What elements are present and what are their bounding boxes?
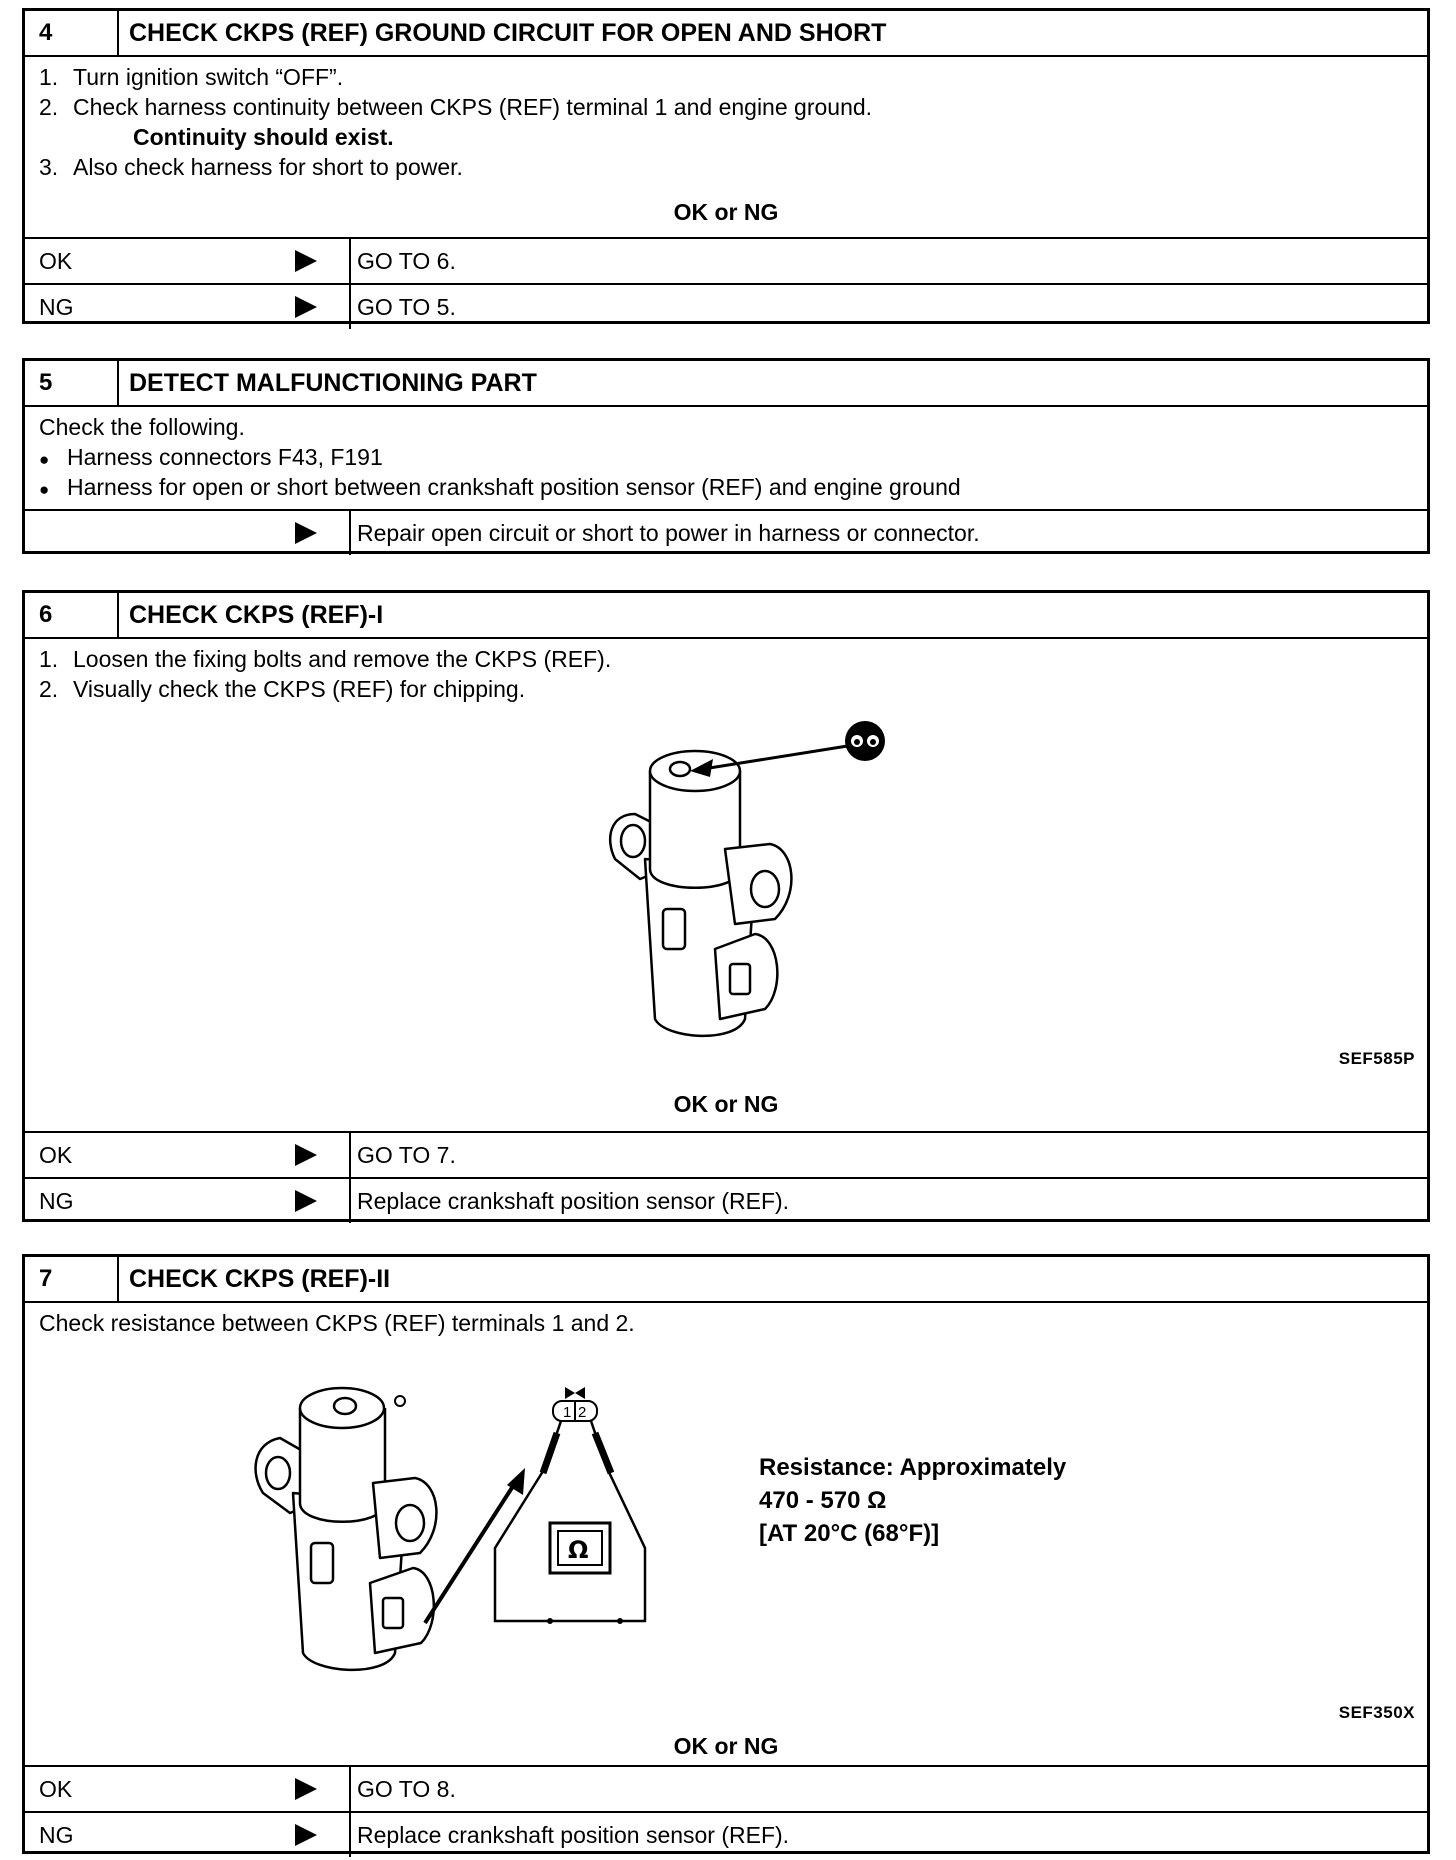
result-label: OK <box>39 1141 73 1168</box>
result-action: Repair open circuit or short to power in harness or connector. <box>357 519 980 546</box>
step-body <box>25 57 1427 239</box>
result-row-ok <box>25 1767 1427 1813</box>
bullet-line: ● Harness connectors F43, F191 <box>39 444 383 470</box>
connector-pin-2: 2 <box>578 1404 587 1421</box>
step-number: 6 <box>25 593 119 637</box>
step-title: CHECK CKPS (REF)-I <box>129 600 384 629</box>
figure-code: SEF585P <box>1338 1049 1415 1068</box>
resistance-check-illustration <box>245 1373 765 1703</box>
result-action: GO TO 5. <box>357 293 456 320</box>
ok-or-ng-label: OK or NG <box>673 1091 779 1117</box>
step-body <box>25 1303 1427 1767</box>
result-row-ok <box>25 1133 1427 1179</box>
result-label: OK <box>39 1775 73 1802</box>
ok-or-ng-label: OK or NG <box>673 1733 779 1759</box>
step-number: 5 <box>25 361 119 405</box>
step-title: CHECK CKPS (REF) GROUND CIRCUIT FOR OPEN AND SHORT <box>129 18 887 47</box>
result-row-ng <box>25 285 1427 329</box>
arrow-right-icon <box>295 1144 317 1166</box>
result-table <box>25 239 1427 329</box>
result-action: GO TO 6. <box>357 247 456 274</box>
result-action: GO TO 8. <box>357 1775 456 1802</box>
bullet-line: ● Harness for open or short between crankshaft position sensor (REF) and engine ground <box>39 474 961 500</box>
ok-or-ng-label: OK or NG <box>673 199 779 225</box>
instruction-line: Check resistance between CKPS (REF) terminals 1 and 2. <box>39 1310 635 1336</box>
result-action: Replace crankshaft position sensor (REF). <box>357 1821 790 1848</box>
result-table <box>25 1133 1427 1223</box>
result-label: NG <box>39 293 74 320</box>
instruction-line: 2. Check harness continuity between CKPS (REF) terminal 1 and engine ground. <box>39 94 873 120</box>
step-6-block <box>22 590 1430 1222</box>
step-header <box>25 11 1427 57</box>
step-body <box>25 407 1427 511</box>
step-4-block <box>22 8 1430 324</box>
ohmmeter-icon <box>547 1523 623 1624</box>
instruction-line: 1. Turn ignition switch “OFF”. <box>39 64 344 90</box>
result-action: GO TO 7. <box>357 1141 456 1168</box>
result-table <box>25 1767 1427 1857</box>
instruction-line: 3. Also check harness for short to power. <box>39 154 463 180</box>
resistance-spec: Resistance: Approximately 470 - 570 Ω [AT 20°C (68°F)] <box>759 1454 1067 1547</box>
step-header <box>25 593 1427 639</box>
step-header <box>25 1257 1427 1303</box>
requirement-text: Continuity should exist. <box>133 124 394 150</box>
result-label: NG <box>39 1821 74 1848</box>
arrow-right-icon <box>295 250 317 272</box>
arrow-right-icon <box>295 1190 317 1212</box>
instruction-line: Check the following. <box>39 414 245 440</box>
connector-pin-1: 1 <box>563 1404 572 1421</box>
result-row-ok <box>25 239 1427 285</box>
step-7-block <box>22 1254 1430 1854</box>
visual-inspection-icon <box>845 721 885 761</box>
figure-code: SEF350X <box>1338 1703 1415 1722</box>
sensor-chipping-illustration <box>595 719 895 1049</box>
connector-face-icon <box>553 1387 597 1421</box>
arrow-right-icon <box>295 296 317 318</box>
step-number: 7 <box>25 1257 119 1301</box>
result-row <box>25 511 1427 555</box>
result-row-ng <box>25 1179 1427 1223</box>
arrow-right-icon <box>295 1778 317 1800</box>
ohm-symbol: Ω <box>568 1536 589 1564</box>
step-title: DETECT MALFUNCTIONING PART <box>129 368 537 397</box>
instruction-line: 2. Visually check the CKPS (REF) for chipping. <box>39 676 526 702</box>
step-body <box>25 639 1427 1133</box>
result-table <box>25 511 1427 555</box>
result-row-ng <box>25 1813 1427 1857</box>
arrow-right-icon <box>295 522 317 544</box>
result-label: OK <box>39 247 73 274</box>
step-header <box>25 361 1427 407</box>
result-label: NG <box>39 1187 74 1214</box>
step-number: 4 <box>25 11 119 55</box>
result-action: Replace crankshaft position sensor (REF). <box>357 1187 790 1214</box>
arrow-right-icon <box>295 1824 317 1846</box>
step-title: CHECK CKPS (REF)-II <box>129 1264 391 1293</box>
instruction-line: 1. Loosen the fixing bolts and remove the CKPS (REF). <box>39 646 612 672</box>
step-5-block <box>22 358 1430 554</box>
